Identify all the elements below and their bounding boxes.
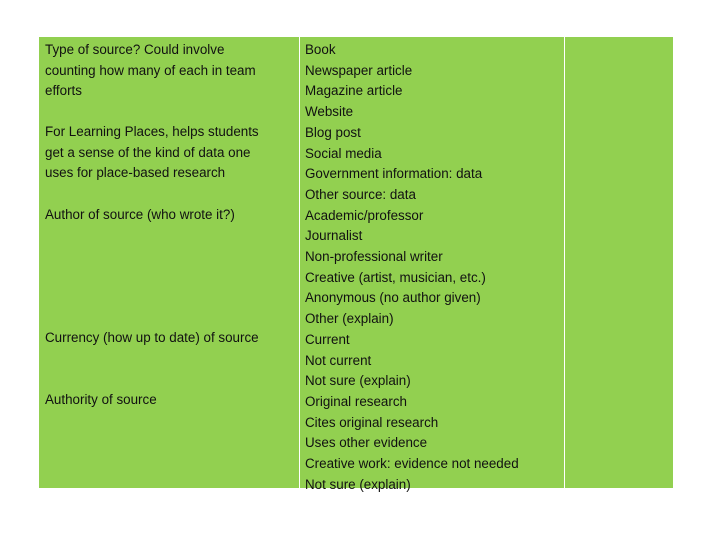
option-other-explain: Other (explain) [305,311,394,327]
option-not-sure-authority: Not sure (explain) [305,476,411,492]
option-government-information: Government information: data [305,166,483,182]
option-other-source: Other source: data [305,186,416,202]
option-social-media: Social media [305,145,382,161]
option-journalist: Journalist [305,228,363,244]
criteria-cell-author [45,205,295,328]
option-blog-post: Blog post [305,124,361,140]
option-book: Book [305,42,336,57]
options-column [300,37,565,495]
criteria-text: Type of source? Could involve counting how many of each in team efforts [45,42,256,99]
criteria-cell-learning-places [45,122,295,205]
criteria-column [39,37,300,495]
criteria-cell-currency [45,328,295,390]
option-academic-professor: Academic/professor [305,207,424,223]
option-original-research: Original research [305,393,407,409]
option-cites-original-research: Cites original research [305,414,439,430]
option-newspaper-article: Newspaper article [305,62,413,78]
option-non-professional-writer: Non-professional writer [305,249,443,265]
option-not-current: Not current [305,352,372,368]
option-creative-artist: Creative (artist, musician, etc.) [305,269,486,285]
criteria-cell-authority [45,390,295,431]
option-current: Current [305,331,350,347]
criteria-text: For Learning Places, helps students get a sense of the kind of data one uses for place-based research [45,124,259,181]
option-magazine-article: Magazine article [305,83,403,99]
criteria-text: Authority of source [45,392,157,407]
source-evaluation-table [38,36,674,492]
option-creative-work: Creative work: evidence not needed [305,456,519,472]
criteria-cell-type [45,40,295,122]
criteria-text: Currency (how up to date) of source [45,330,259,345]
option-not-sure-currency: Not sure (explain) [305,373,411,389]
empty-response-column [565,37,675,495]
option-uses-other-evidence: Uses other evidence [305,435,428,451]
option-website: Website [305,104,354,120]
criteria-text: Author of source (who wrote it?) [45,207,235,222]
option-anonymous: Anonymous (no author given) [305,290,481,306]
